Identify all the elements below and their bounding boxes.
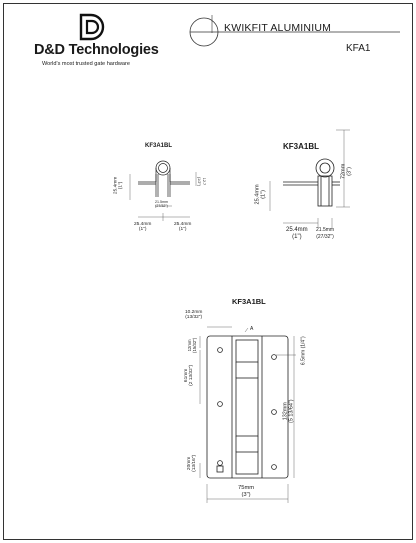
small-dim-right-width: 25.4mm (1") (174, 222, 192, 233)
side-dim-gap: 21.5mm (27/32") (316, 227, 335, 240)
small-dim-gap: 21.5mm (27/32") (155, 200, 168, 209)
front-dim-hole-mid: 61mm (2 13/32") (184, 364, 195, 386)
side-view-label: KF3A1BL (283, 142, 320, 151)
front-dim-width: 75mm (3") (238, 485, 255, 498)
front-dim-height: 132mm (5 13/64") (282, 399, 295, 423)
front-dim-top-width: 10.2mm (13/32") (185, 310, 203, 321)
front-view-label: KF3A1BL (232, 297, 266, 306)
company-tagline: World's most trusted gate hardware (42, 61, 131, 67)
front-dim-hole-diameter: 6.5mm (1/4") (300, 336, 307, 366)
front-dim-hole-top: 12mm (15/32") (187, 337, 198, 353)
side-dim-total: 72mm (3") (340, 163, 353, 180)
front-dim-bottom: 20mm (13/16") (187, 454, 198, 472)
small-dim-height: 25.4mm (1") (113, 176, 124, 195)
product-code: KFA1 (346, 43, 371, 54)
section-mark: A (250, 326, 254, 332)
small-dim-left-width: 25.4mm (1") (134, 222, 152, 233)
side-dim-width: 25.4mm (1") (286, 227, 308, 240)
company-name: D&D Technologies (34, 42, 159, 58)
small-dim-right: 12.7 (1/2") (196, 176, 206, 186)
product-name: KWIKFIT ALUMINIUM (224, 22, 332, 34)
small-view-label: KF3A1BL (145, 143, 173, 149)
side-dim-height: 25.4mm (1") (254, 184, 268, 205)
